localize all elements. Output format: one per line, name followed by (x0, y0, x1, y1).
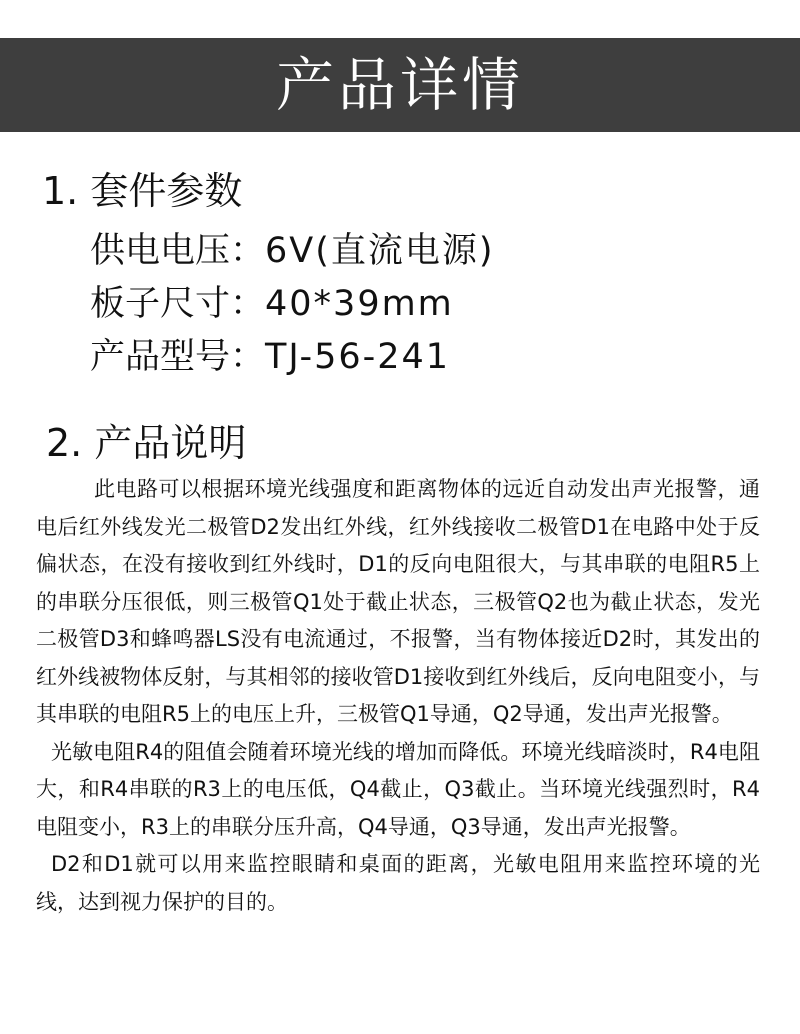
spec-value: 6V(直流电源) (265, 231, 495, 271)
description-paragraph: 光敏电阻R4的阻值会随着环境光线的增加而降低。环境光线暗淡时，R4电阻大，和R4串联的R3上的电压低，Q4截止，Q3截止。当环境光线强烈时，R4电阻变小，R3上的串联分压升高，Q4导通，Q3导通，发出声光报警。 (36, 739, 760, 839)
spec-label: 供电电压： (90, 231, 266, 271)
spec-row-voltage (90, 231, 495, 271)
spec-label: 产品型号： (90, 337, 266, 377)
section-heading-kit-params: 1. 套件参数 (42, 169, 243, 213)
page-title: 产品详情 (275, 51, 524, 119)
description-paragraph: D2和D1就可以用来监控眼睛和桌面的距离，光敏电阻用来监控环境的光线，达到视力保护的目的。 (36, 852, 760, 914)
spec-label: 板子尺寸： (90, 284, 266, 324)
description-body (36, 471, 760, 921)
description-paragraph: 此电路可以根据环境光线强度和距离物体的远近自动发出声光报警，通电后红外线发光二极管D2发出红外线，红外线接收二极管D1在电路中处于反偏状态，在没有接收到红外线时，D1的反向电阻很大，与其串联的电阻R5上的串联分压很低，则三极管Q1处于截止状态，三极管Q2也为截止状态，发光二极管D3和蜂鸣器LS没有电流通过，不报警，当有物体接近D2时，其发出的红外线被物体反射，与其相邻的接收管D1接收到红外线后，反向电阻变小，与其串联的电阻R5上的电压上升，三极管Q1导通，Q2导通，发出声光报警。 (36, 477, 760, 726)
spec-row-board-size (90, 284, 454, 324)
section-heading-description: 2. 产品说明 (46, 421, 247, 465)
spec-row-model (90, 337, 451, 377)
spec-value: TJ-56-241 (265, 337, 451, 377)
spec-value: 40*39mm (265, 284, 454, 324)
header-banner (0, 38, 800, 132)
